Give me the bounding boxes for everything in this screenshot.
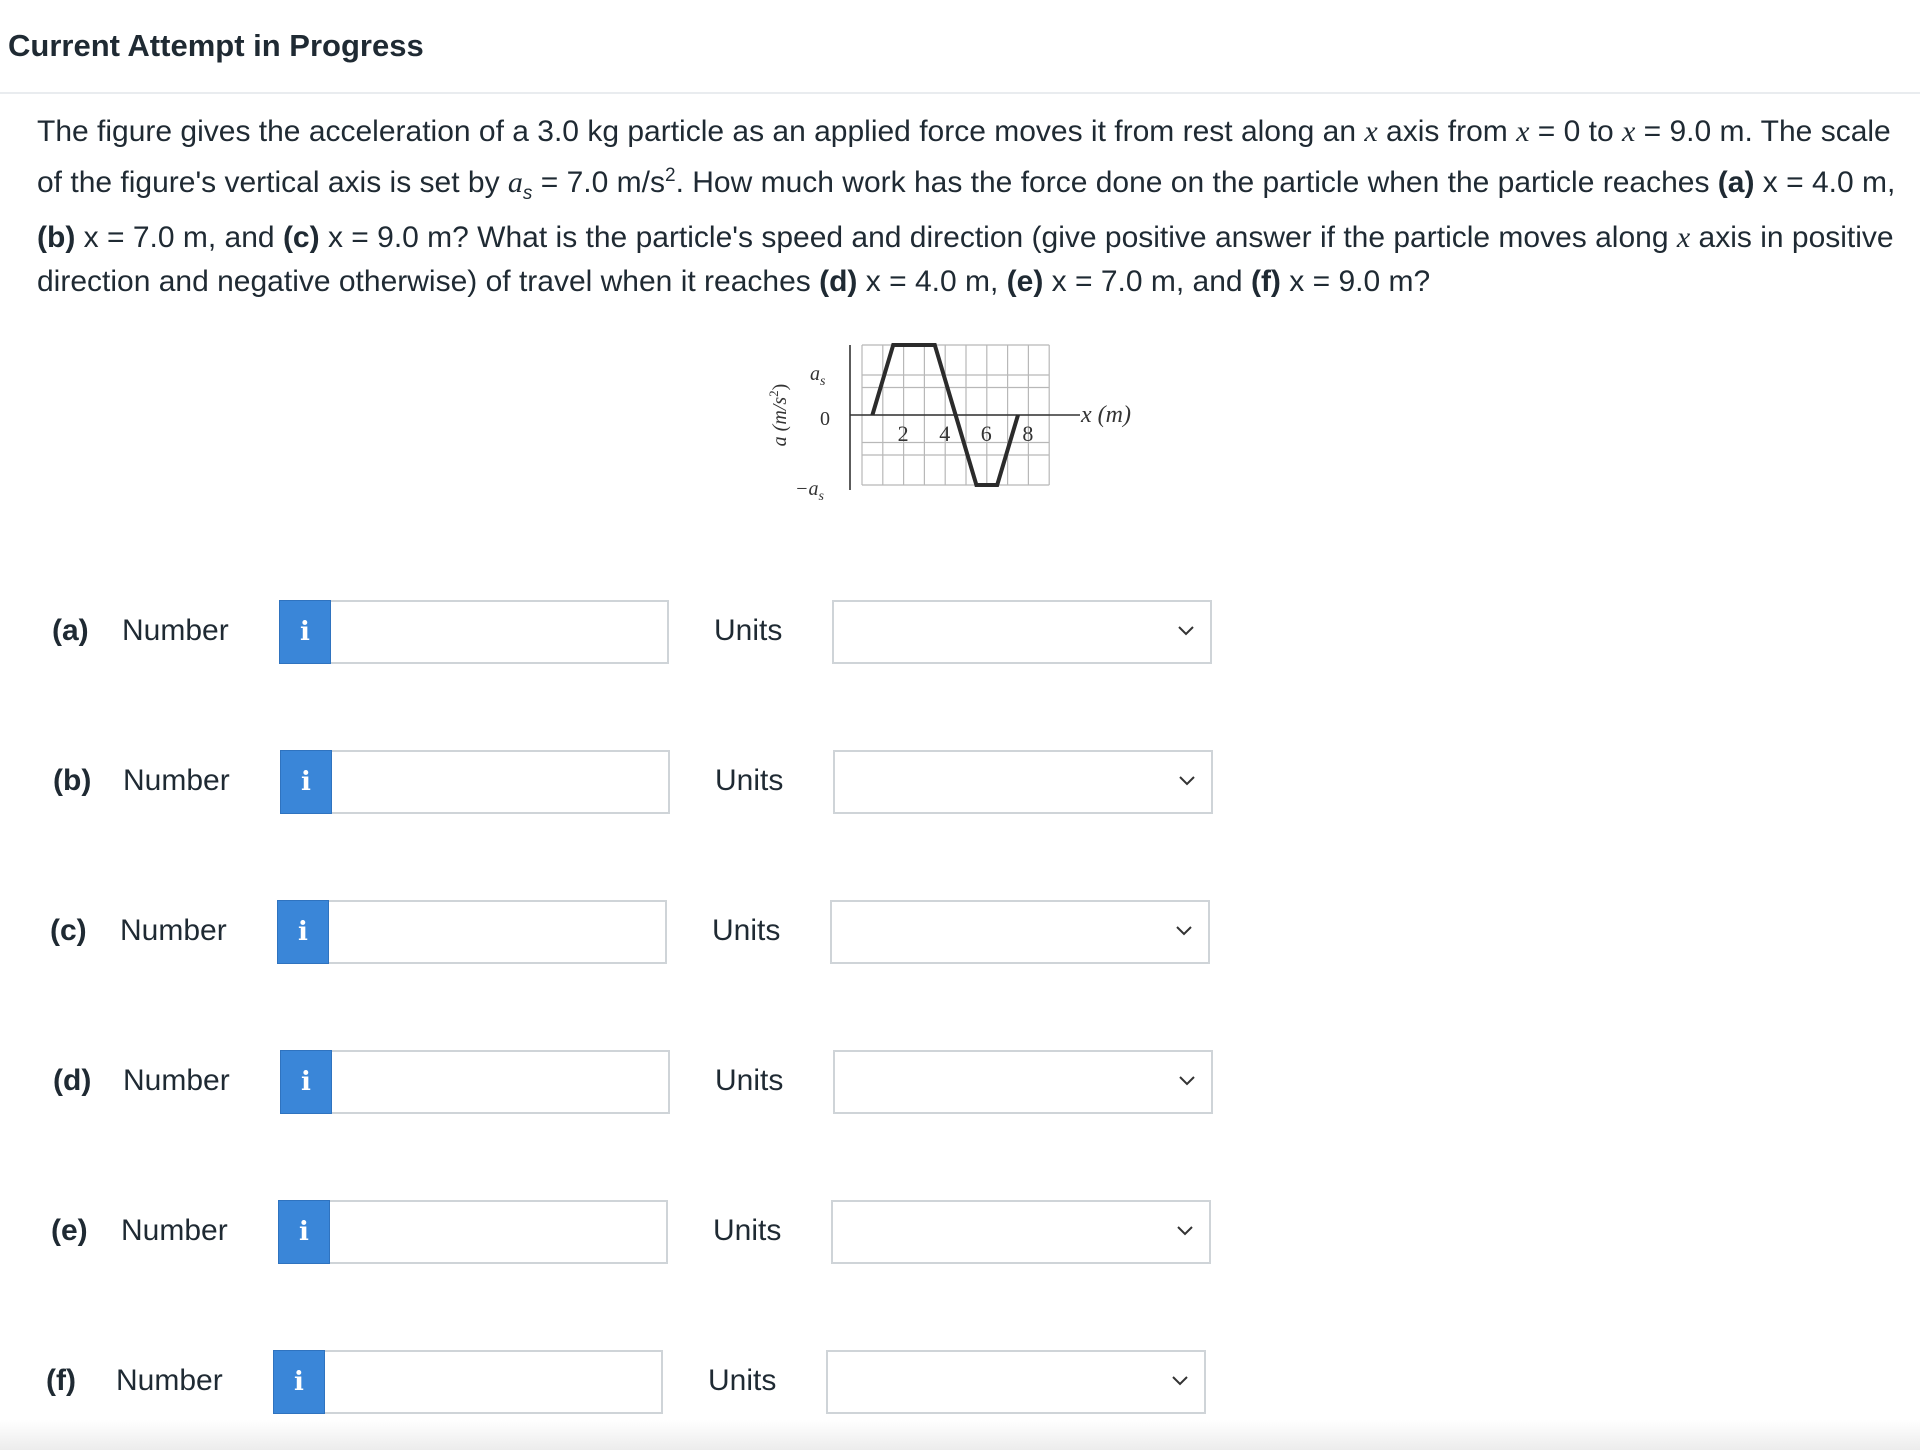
units-dropdown[interactable] <box>831 1200 1211 1264</box>
number-label: Number <box>122 614 229 647</box>
chevron-down-icon <box>1177 766 1197 796</box>
part-label: (b) <box>53 764 92 797</box>
x-tick-label: 4 <box>939 421 951 446</box>
units-label: Units <box>715 764 784 797</box>
x-tick-label: 6 <box>980 421 992 446</box>
part-label: (a) <box>52 614 89 647</box>
chevron-down-icon <box>1174 916 1194 946</box>
answer-row <box>0 1350 1300 1416</box>
number-label: Number <box>123 764 230 797</box>
x-tick-label: 8 <box>1022 421 1034 446</box>
y-zero-label: 0 <box>820 408 830 430</box>
number-input[interactable] <box>330 1200 668 1264</box>
page-header <box>0 0 1920 94</box>
acceleration-graph <box>766 325 1170 525</box>
info-button[interactable]: i <box>277 900 329 964</box>
info-button[interactable]: i <box>280 1050 332 1114</box>
number-input[interactable] <box>325 1350 663 1414</box>
units-dropdown[interactable] <box>833 1050 1213 1114</box>
y-axis-label: a $(m/s^2)$ <box>766 383 791 447</box>
number-input[interactable] <box>329 900 667 964</box>
units-label: Units <box>708 1364 777 1397</box>
part-label: (f) <box>46 1364 76 1397</box>
answer-row <box>0 900 1300 966</box>
number-input[interactable] <box>332 750 670 814</box>
number-input[interactable] <box>331 600 669 664</box>
units-label: Units <box>712 914 781 947</box>
number-label: Number <box>120 914 227 947</box>
part-label: (d) <box>53 1064 92 1097</box>
bottom-shade <box>0 1420 1920 1450</box>
info-button[interactable]: i <box>273 1350 325 1414</box>
info-button[interactable]: i <box>280 750 332 814</box>
answer-row <box>0 1200 1300 1266</box>
number-label: Number <box>121 1214 228 1247</box>
page-title: Current Attempt in Progress <box>8 28 424 63</box>
info-button[interactable]: i <box>278 1200 330 1264</box>
chevron-down-icon <box>1176 616 1196 646</box>
x-tick-label: 2 <box>897 421 909 446</box>
number-label: Number <box>116 1364 223 1397</box>
info-button[interactable]: i <box>279 600 331 664</box>
units-label: Units <box>714 614 783 647</box>
units-label: Units <box>715 1064 784 1097</box>
answer-row <box>0 1050 1300 1116</box>
part-label: (e) <box>51 1214 88 1247</box>
chevron-down-icon <box>1175 1216 1195 1246</box>
part-label: (c) <box>50 914 87 947</box>
answer-row <box>0 750 1300 816</box>
units-dropdown[interactable] <box>830 900 1210 964</box>
units-dropdown[interactable] <box>832 600 1212 664</box>
units-dropdown[interactable] <box>833 750 1213 814</box>
question-text: The figure gives the acceleration of a 3.0 kg particle as an applied force moves it from rest along an x axis from x = 0 to x = 9.0 m. The scale of the figure's vertical axis is set by $a_s = 7.0$ $m/s^2$. How much work has the force done on the particle when the particle reaches (a) x = 4.0 m, (b) x = 7.0 m, and (c) x = 9.0 m? What is the particle's speed and direction (give positive answer if the particle moves along x axis in positive direction and negative otherwise) of travel when it reaches (d) x = 4.0 m, (e) x = 7.0 m, and (f) x = 9.0 m? <box>37 115 1896 298</box>
y-max-label: $a_s$ <box>810 363 826 389</box>
chevron-down-icon <box>1170 1366 1190 1396</box>
number-label: Number <box>123 1064 230 1097</box>
answer-row <box>0 600 1300 666</box>
number-input[interactable] <box>332 1050 670 1114</box>
y-min-label: $-a_s$ <box>795 478 824 504</box>
acceleration-figure <box>766 325 1170 525</box>
chevron-down-icon <box>1177 1066 1197 1096</box>
x-axis-label: x (m) <box>1081 402 1131 428</box>
units-label: Units <box>713 1214 782 1247</box>
units-dropdown[interactable] <box>826 1350 1206 1414</box>
